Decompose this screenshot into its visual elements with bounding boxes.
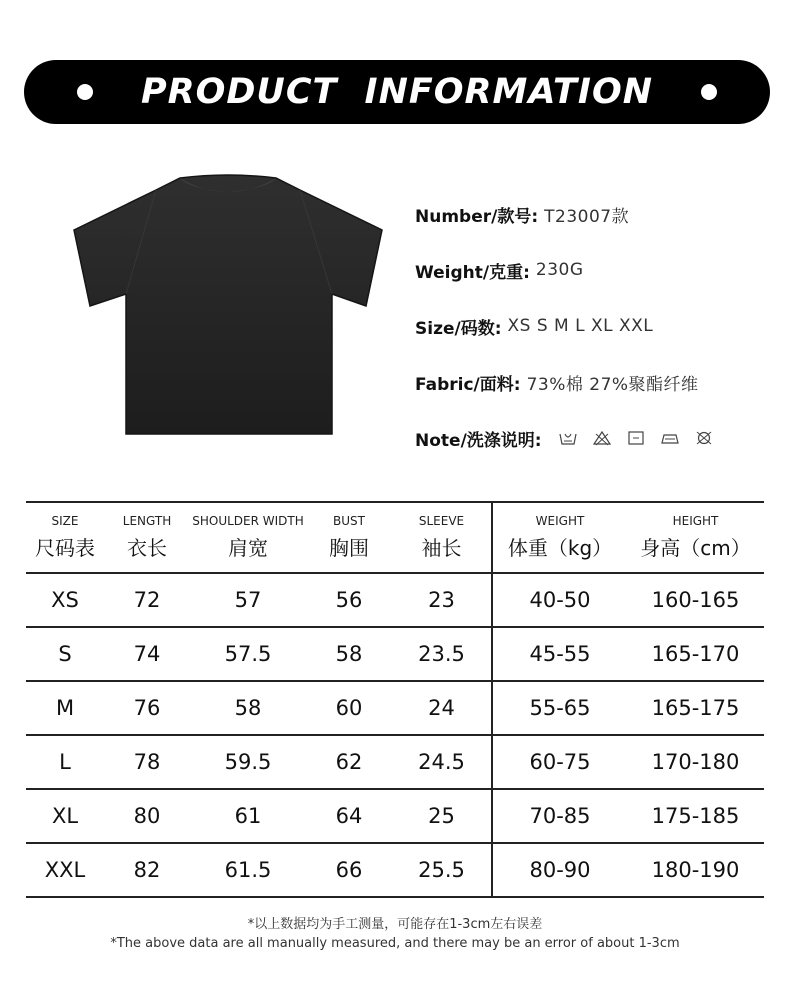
header-banner xyxy=(24,60,770,124)
table-row xyxy=(26,843,764,897)
cell-weight: 70-85 xyxy=(492,789,627,843)
cell-bust: 58 xyxy=(306,627,392,681)
cell-shoulder: 61.5 xyxy=(190,843,306,897)
cell-weight: 45-55 xyxy=(492,627,627,681)
cell-length: 74 xyxy=(104,627,190,681)
cell-sleeve: 24 xyxy=(392,681,492,735)
cell-height: 180-190 xyxy=(627,843,764,897)
cell-height: 165-175 xyxy=(627,681,764,735)
note-en: *The above data are all manually measured, and there may be an error of about 1-3cm xyxy=(110,936,680,951)
cell-size: XXL xyxy=(26,843,104,897)
header-height: HEIGHT 身高（cm） xyxy=(627,503,764,573)
cell-bust: 64 xyxy=(306,789,392,843)
cell-height: 160-165 xyxy=(627,573,764,627)
header-size: SIZE 尺码表 xyxy=(26,503,104,573)
header-weight: WEIGHT 体重（kg） xyxy=(492,503,627,573)
number-label: Number/款号: xyxy=(415,206,539,227)
cell-length: 72 xyxy=(104,573,190,627)
table-row xyxy=(26,789,764,843)
size-value: XS S M L XL XXL xyxy=(507,316,654,336)
header-shoulder-width: SHOULDER WIDTH 肩宽 xyxy=(190,503,306,573)
banner-dot-right xyxy=(701,84,717,100)
note-label: Note/洗涤说明: xyxy=(415,430,542,451)
cell-sleeve: 23.5 xyxy=(392,627,492,681)
no-dry-clean-icon xyxy=(694,430,714,446)
no-bleach-icon xyxy=(592,430,612,446)
info-size-row xyxy=(415,298,775,354)
table-row xyxy=(26,573,764,627)
cell-shoulder: 58 xyxy=(190,681,306,735)
cell-length: 78 xyxy=(104,735,190,789)
info-note-row xyxy=(415,410,775,466)
cell-bust: 56 xyxy=(306,573,392,627)
cell-height: 175-185 xyxy=(627,789,764,843)
cell-sleeve: 25 xyxy=(392,789,492,843)
cell-size: S xyxy=(26,627,104,681)
info-fabric-row xyxy=(415,354,775,410)
table-row xyxy=(26,735,764,789)
cell-size: M xyxy=(26,681,104,735)
header-length: LENGTH 衣长 xyxy=(104,503,190,573)
note-zh: *以上数据均为手工测量，可能存在1-3cm左右误差 xyxy=(247,917,543,932)
cell-length: 82 xyxy=(104,843,190,897)
number-value: T23007款 xyxy=(544,206,630,227)
cell-size: XS xyxy=(26,573,104,627)
cell-shoulder: 61 xyxy=(190,789,306,843)
cell-bust: 62 xyxy=(306,735,392,789)
table-row xyxy=(26,627,764,681)
cell-length: 80 xyxy=(104,789,190,843)
cell-weight: 55-65 xyxy=(492,681,627,735)
info-number-row xyxy=(415,186,775,242)
size-label: Size/码数: xyxy=(415,318,502,339)
care-icons xyxy=(558,430,714,446)
size-chart-header xyxy=(26,503,764,573)
cell-shoulder: 57.5 xyxy=(190,627,306,681)
header-bust: BUST 胸围 xyxy=(306,503,392,573)
weight-value: 230G xyxy=(535,260,584,280)
fabric-label: Fabric/面料: xyxy=(415,374,521,395)
weight-label: Weight/克重: xyxy=(415,262,530,283)
info-weight-row xyxy=(415,242,775,298)
iron-icon xyxy=(660,430,680,446)
cell-bust: 60 xyxy=(306,681,392,735)
banner-dot-left xyxy=(77,84,93,100)
cell-weight: 80-90 xyxy=(492,843,627,897)
product-info xyxy=(415,186,775,466)
cell-weight: 40-50 xyxy=(492,573,627,627)
hand-wash-icon xyxy=(558,430,578,446)
fabric-value: 73%棉 27%聚酯纤维 xyxy=(526,374,699,395)
table-row xyxy=(26,681,764,735)
cell-height: 170-180 xyxy=(627,735,764,789)
cell-sleeve: 23 xyxy=(392,573,492,627)
cell-height: 165-170 xyxy=(627,627,764,681)
cell-size: L xyxy=(26,735,104,789)
measurement-notes xyxy=(0,915,790,953)
cell-bust: 66 xyxy=(306,843,392,897)
cell-sleeve: 24.5 xyxy=(392,735,492,789)
header-sleeve: SLEEVE 袖长 xyxy=(392,503,492,573)
cell-size: XL xyxy=(26,789,104,843)
banner-title: PRODUCT INFORMATION xyxy=(140,72,653,112)
cell-shoulder: 59.5 xyxy=(190,735,306,789)
tumble-dry-icon xyxy=(626,430,646,446)
tshirt-image xyxy=(70,172,386,440)
cell-length: 76 xyxy=(104,681,190,735)
cell-sleeve: 25.5 xyxy=(392,843,492,897)
cell-shoulder: 57 xyxy=(190,573,306,627)
size-chart xyxy=(26,501,764,898)
cell-weight: 60-75 xyxy=(492,735,627,789)
